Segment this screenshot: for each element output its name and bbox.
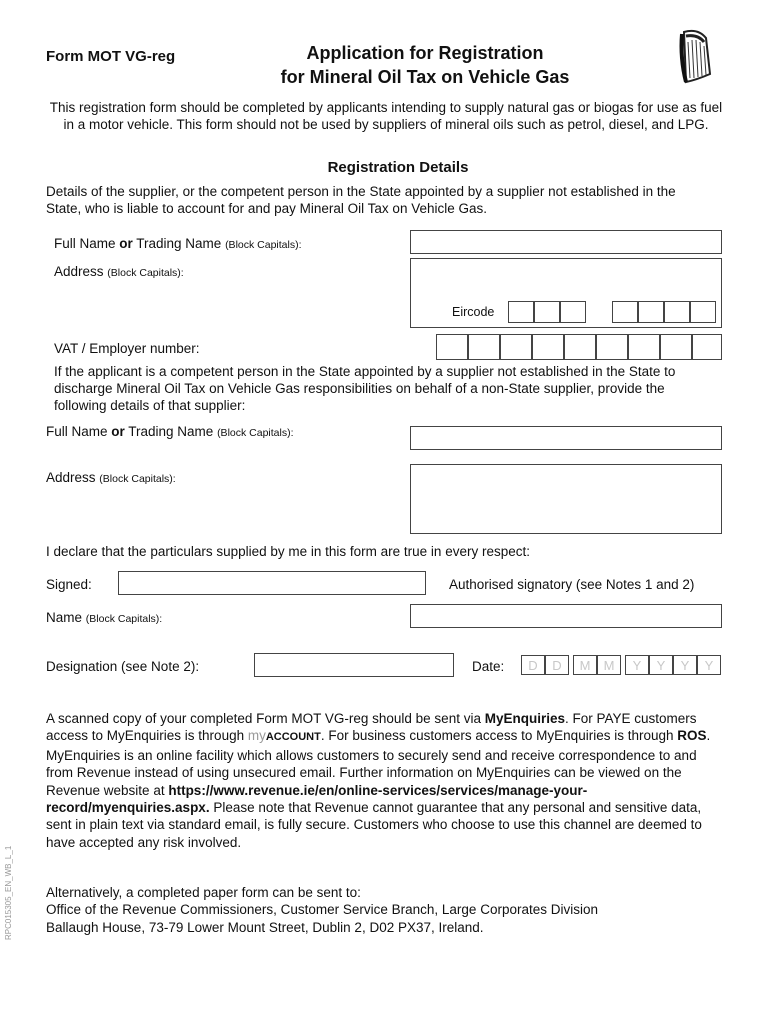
full-name-field[interactable] [410,230,722,254]
declaration-text: I declare that the particulars supplied by me in this form are true in every respect: [46,544,530,559]
vat-cell[interactable] [436,334,468,360]
form-id: Form MOT VG-reg [46,48,176,65]
eircode-cell[interactable] [534,301,560,323]
eircode-label: Eircode [452,305,495,319]
vat-cell[interactable] [500,334,532,360]
date-cell-day[interactable]: D [521,655,545,675]
date-cell-year[interactable]: Y [649,655,673,675]
eircode-cell[interactable] [690,301,716,323]
full-name-label: Full Name or Trading Name (Block Capitals): [54,236,302,251]
date-cell-day[interactable]: D [545,655,569,675]
eircode-cell[interactable] [612,301,638,323]
postal-line-3: Ballaugh House, 73-79 Lower Mount Street, Dublin 2, D02 PX37, Ireland. [46,919,484,935]
myaccount-logo: myACCOUNT [247,728,321,744]
date-cell-year[interactable]: Y [625,655,649,675]
submission-info: A scanned copy of your completed Form MOT VG-reg should be sent via MyEnquiries. For PAYE customers access to MyEnquiries is through myACCOUNT. For business customers access to MyEnquiries is through ROS. MyEnquiries is an online facility which allows customers to securely send and receive correspondence to and from Revenue instead of using unsecured email. Further information on MyEnquiries can be viewed on the Revenue website at https://www.revenue.ie/en/online-services/services/manage-your-record/myenquiries.aspx. Please note that Revenue cannot guarantee that any personal and sensitive data, sent in plain text via standard email, is fully secure. Customers who choose to use this channel are deemed to have accepted any risk involved. [46,711,711,850]
signed-label: Signed: [46,577,92,592]
date-cell-month[interactable]: M [573,655,597,675]
eircode-cell[interactable] [638,301,664,323]
designation-field[interactable] [254,653,454,677]
supplier-address-field[interactable] [410,464,722,534]
page-title [230,41,620,89]
title-line-2: for Mineral Oil Tax on Vehicle Gas [280,67,570,87]
harp-logo-icon [676,28,716,84]
vat-cell[interactable] [660,334,692,360]
supplier-address-label: Address (Block Capitals): [46,470,176,485]
supplier-full-name-field[interactable] [410,426,722,450]
name-label: Name (Block Capitals): [46,610,163,625]
section-description: Details of the supplier, or the competent person in the State appointed by a supplier not established in the State, who is liable to account for and pay Mineral Oil Tax on Vehicle Gas. [46,184,676,216]
designation-label: Designation (see Note 2): [46,659,200,674]
signature-field[interactable] [118,571,426,595]
eircode-cell[interactable] [664,301,690,323]
revenue-url-link[interactable]: https://www.revenue.ie/en/online-services/services/manage-your-record/myenquiries.aspx. [46,782,588,816]
date-label: Date: [472,659,505,674]
form-code: RPC015305_EN_WB_L_1 [4,845,13,940]
vat-label: VAT / Employer number: [54,341,200,356]
date-cell-month[interactable]: M [597,655,621,675]
vat-cell[interactable] [628,334,660,360]
postal-address [46,884,736,936]
eircode-cell[interactable] [560,301,586,323]
supplier-full-name-label: Full Name or Trading Name (Block Capitals): [46,424,294,439]
title-line-1: Application for Registration [306,43,544,63]
vat-cell[interactable] [596,334,628,360]
date-cell-year[interactable]: Y [673,655,697,675]
vat-cell[interactable] [532,334,564,360]
date-cell-year[interactable]: Y [697,655,721,675]
intro-text: This registration form should be completed by applicants intending to supply natural gas or biogas for use as fuel in a motor vehicle. This form should not be used by suppliers of mineral oils such as petrol, diesel, and LPG. [49,100,723,132]
postal-line-1: Alternatively, a completed paper form can be sent to: [46,885,361,900]
competent-person-text: If the applicant is a competent person in the State appointed by a supplier not established in the State to discharge Mineral Oil Tax on Vehicle Gas responsibilities on behalf of a non-State supplier, provide the following details of that supplier: [54,364,676,413]
postal-line-2: Office of the Revenue Commissioners, Customer Service Branch, Large Corporates Division [46,902,598,918]
vat-cell[interactable] [692,334,722,360]
vat-cell[interactable] [564,334,596,360]
name-field[interactable] [410,604,722,628]
myenquiries-link[interactable]: MyEnquiries [484,711,565,726]
vat-cell[interactable] [468,334,500,360]
address-label: Address (Block Capitals): [54,264,184,279]
ros-link[interactable]: ROS [677,728,707,744]
authorised-signatory-note: Authorised signatory (see Notes 1 and 2) [449,577,695,592]
eircode-cell[interactable] [508,301,534,323]
section-title: Registration Details [327,159,469,176]
